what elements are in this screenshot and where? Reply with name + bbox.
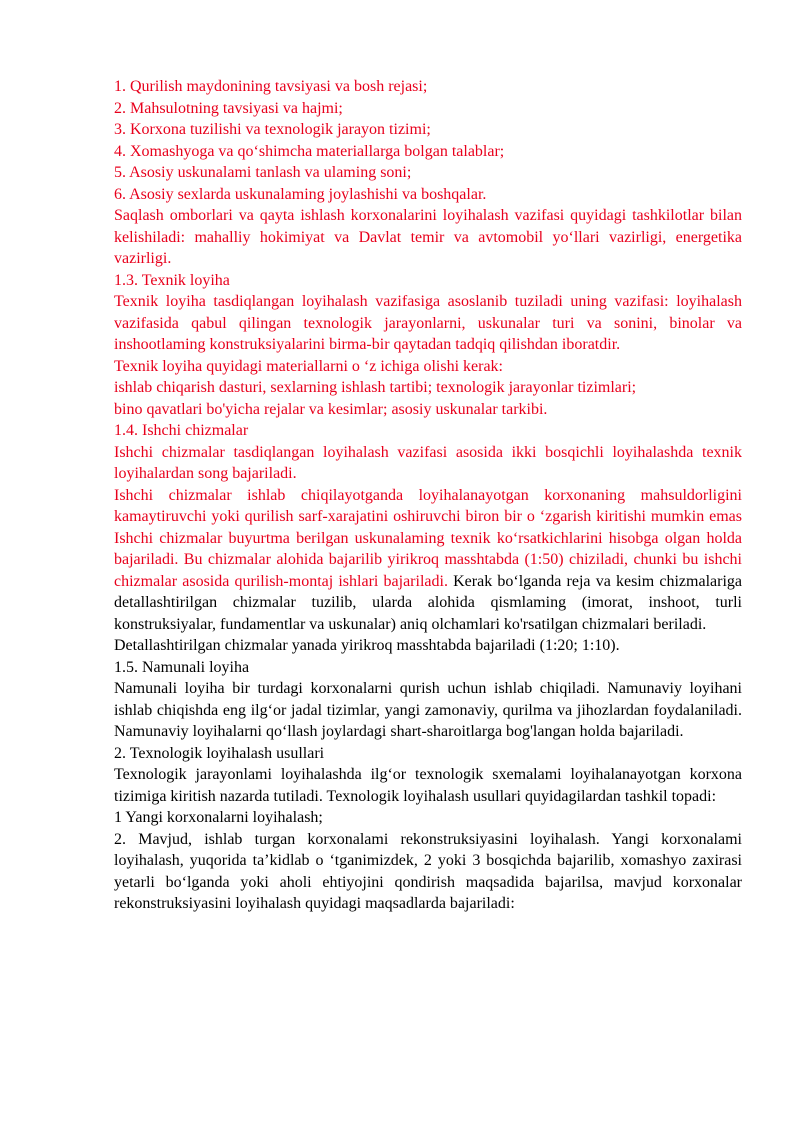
list-item: 3. Korxona tuzilishi va texnologik jarayon tizimi; [114,121,431,138]
paragraph-ishchi-2-red: Ishchi chizmalar ishlab chiqilayotganda loyihalanayotgan korxonaning mahsuldorligini kamaytiruvchi yoki qurilish sarf-xarajatini oshiruvchi biron bir o ‘zgarish kiritishi mumkin emas Ishchi chizmalar buyurtma berilgan uskunalaming texnik ko‘rsatkichlarini hisobga olgan holda bajariladi. Bu chizmalar alohida bajarilib yirikroq masshtabda (1:50) chiziladi, chunki bu ishchi chizmalar asosida qurilish-montaj ishlari bajariladi. [114,486,742,590]
paragraph-ishchi-2-black: Kerak bo‘lganda reja va kesim chizmalariga detallashtirilgan chizmalar tuzilib, ularda alohida qismlaming (imorat, inshoot, turli konstruksiyalar, fundamentlar va uskunalar) aniq olchamlari ko'rsatilgan chizmalari beriladi. [114,572,742,633]
paragraph-ishchi-1: Ishchi chizmalar tasdiqlangan loyihalash vazifasi asosida ikki bosqichli loyihalashda texnik loyihalardan song bajariladi. [114,443,742,482]
list-item: 1. Qurilish maydonining tavsiyasi va bosh rejasi; [114,78,428,95]
texnik-materials-line: bino qavatlari bo'yicha rejalar va kesimlar; asosiy uskunalar tarkibi. [114,400,548,418]
texnik-materials-line: ishlab chiqarish dasturi, sexlarning ishlash tartibi; texnologik jarayonlar tizimlari; [114,379,637,396]
paragraph-ishchi-2 [114,485,742,636]
section-heading-namunali-loyiha: 1.5. Namunali loyiha [114,658,250,676]
list-item: 5. Asosiy uskunalami tanlash va ulaming soni; [114,164,412,181]
section-heading-texnik-loyiha: 1.3. Texnik loyiha [114,271,230,289]
paragraph-saqlash: Saqlash omborlari va qayta ishlash korxonalarini loyihalash vazifasi quyidagi tashkilotlar bilan kelishiladi: mahalliy hokimiyat va Davlat temir va avtomobil yo‘llari vazirligi, energetika vazirligi. [114,207,742,267]
document-page [114,76,742,915]
section-heading-ishchi-chizmalar: 1.4. Ishchi chizmalar [114,422,249,439]
list-item-yangi: 1 Yangi korxonalarni loyihalash; [114,809,323,826]
paragraph-detallashtirilgan: Detallashtirilgan chizmalar yanada yirikroq masshtabda bajariladi (1:20; 1:10). [114,637,620,654]
paragraph-texnik-loyiha: Texnik loyiha tasdiqlangan loyihalash vazifasiga asoslanib tuziladi uning vazifasi: loyihalash vazifasida qabul qilingan texnologik jarayonlarni, uskunalar turi va sonini, binolar va inshootlaming konstruksiyalarini birma-bir qaytadan tadqiq qilishdan iboratdir. [114,293,742,353]
list-item: 6. Asosiy sexlarda uskunalaming joylashishi va boshqalar. [114,185,487,203]
texnik-materials-intro: Texnik loyiha quyidagi materiallarni o ‘z ichiga olishi kerak: [114,357,503,375]
paragraph-texnologik: Texnologik jarayonlami loyihalashda ilg‘or texnologik sxemalami loyihalanayotgan korxona tizimiga kiritish nazarda tutiladi. Texnologik loyihalash usullari quyidagilardan tashkil topadi: [114,766,742,805]
paragraph-mavjud: 2. Mavjud, ishlab turgan korxonalami rekonstruksiyasini loyihalash. Yangi korxonalami loyihalash, yuqorida ta’kidlab o ‘tganimizdek, 2 yoki 3 bosqichda bajarilib, xomashyo zaxirasi yetarli bo‘lganda yoki aholi ehtiyojini qondirish maqsadida bajarilsa, mavjud korxonalar rekonstruksiyasini loyihalash quyidagi maqsadlarda bajariladi: [114,830,742,912]
section-heading-texnologik-loyihalash: 2. Texnologik loyihalash usullari [114,744,325,762]
paragraph-namunali-loyiha: Namunali loyiha bir turdagi korxonalarni qurish uchun ishlab chiqiladi. Namunaviy loyihani ishlab chiqishda eng ilg‘or jadal tizimlar, yangi zamonaviy, qurilma va jihozlardan foydalaniladi. Namunaviy loyihalarni qo‘llash joylardagi shart-sharoitlarga bog'langan holda bajariladi. [114,680,742,740]
list-item: 2. Mahsulotning tavsiyasi va hajmi; [114,99,343,117]
list-item: 4. Xomashyoga va qo‘shimcha materiallarga bolgan talablar; [114,142,505,160]
